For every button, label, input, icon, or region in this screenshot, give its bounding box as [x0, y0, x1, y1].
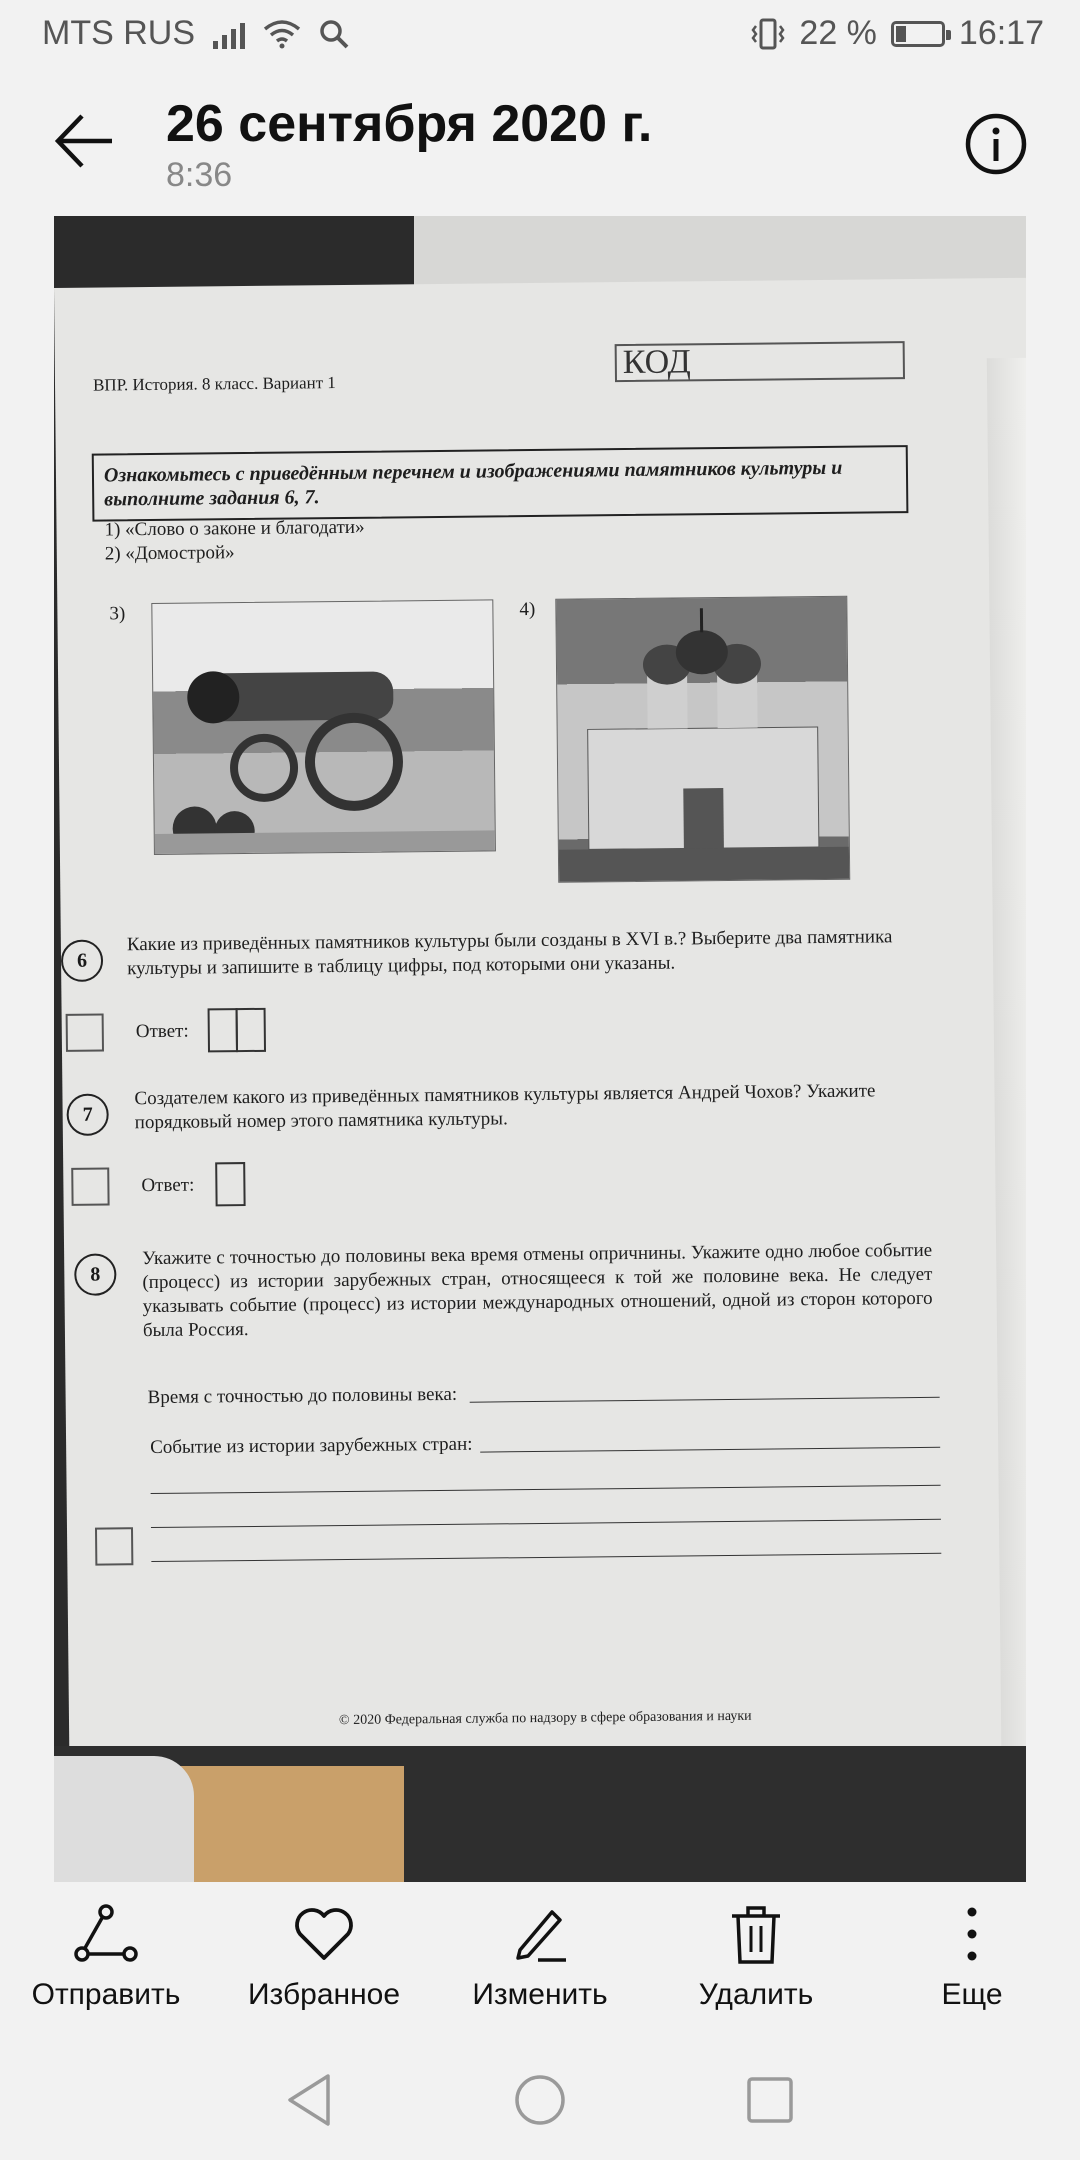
- home-circle-icon[interactable]: [512, 2072, 568, 2128]
- favorite-label: Избранное: [247, 1978, 401, 2011]
- paper-footer: © 2020 Федеральная служба по надзору в сфере образования и науки: [338, 1708, 752, 1729]
- back-triangle-icon[interactable]: [282, 2072, 336, 2128]
- share-button[interactable]: [6, 1904, 206, 2012]
- battery-percent: 22 %: [799, 14, 877, 52]
- score-box-7: [71, 1167, 109, 1205]
- answer-cell: [215, 1162, 245, 1206]
- edit-pen-icon: [508, 1904, 572, 1964]
- trash-icon: [724, 1904, 788, 1964]
- question-7-text: Создателем какого из приведённых памятников культуры является Андрей Чохов? Укажите порядковый номер этого памятника культуры.: [134, 1080, 876, 1134]
- recents-square-icon[interactable]: [744, 2072, 796, 2128]
- answer-6-label: Ответ:: [135, 1020, 189, 1043]
- search-icon: [319, 19, 349, 49]
- more-label: Еще: [941, 1978, 1003, 2011]
- more-button[interactable]: [872, 1904, 1072, 2012]
- edit-button[interactable]: [440, 1904, 640, 2012]
- page-subtitle-time: 8:36: [166, 156, 233, 194]
- paper-header: ВПР. История. 8 класс. Вариант 1: [92, 373, 336, 395]
- score-box-8: [95, 1527, 133, 1565]
- question-7-number: 7: [66, 1093, 108, 1135]
- list-item: 1) «Слово о законе и благодати»: [104, 516, 365, 541]
- action-bar: [0, 1884, 1080, 2034]
- question-6-text: Какие из приведённых памятников культуры были созданы в XVI в.? Выберите два памятника культуры и запишите в таблицу цифры, под которыми они указаны.: [126, 926, 893, 980]
- time-label: Время с точностью до половины века:: [147, 1383, 458, 1409]
- delete-label: Удалить: [698, 1978, 814, 2011]
- answer-7-label: Ответ:: [141, 1174, 195, 1197]
- assumption-cathedral-image: [555, 596, 850, 883]
- info-icon[interactable]: [964, 112, 1028, 176]
- list-item: 2) «Домострой»: [104, 542, 235, 565]
- share-icon: [74, 1904, 138, 1964]
- answer-cell: [236, 1008, 266, 1052]
- score-box-6: [66, 1014, 104, 1052]
- picture-4-label: 4): [519, 598, 536, 621]
- answer-line: [151, 1485, 941, 1494]
- edit-label: Изменить: [472, 1978, 608, 2011]
- more-vertical-icon: [940, 1904, 1004, 1964]
- vibrate-icon: [751, 18, 785, 50]
- heart-icon: [292, 1904, 356, 1964]
- app-header: [0, 80, 1080, 210]
- question-6-number: 6: [61, 940, 103, 982]
- question-8-number: 8: [74, 1253, 116, 1295]
- battery-icon: [891, 21, 945, 47]
- event-label: Событие из истории зарубежных стран:: [150, 1433, 473, 1459]
- paper-edge: [987, 358, 1026, 1808]
- page-title: 26 сентября 2020 г.: [166, 95, 653, 153]
- code-box: КОД: [615, 341, 905, 382]
- status-bar: [0, 0, 1080, 72]
- delete-button[interactable]: [656, 1904, 856, 2012]
- answer-line: [480, 1447, 940, 1453]
- white-object: [54, 1756, 194, 1882]
- photo-viewer[interactable]: [54, 216, 1026, 1882]
- carrier-name: MTS RUS: [42, 14, 195, 52]
- answer-line: [151, 1553, 941, 1562]
- system-nav-bar: [0, 2046, 1080, 2160]
- question-8-text: Укажите с точностью до половины века время отмены опричнины. Укажите одно любое событие (процесс) из истории зарубежных стран, относящееся к той же половине века. Не следует указывать событие (процесс) из истории международных отношений, одной из сторон которого была Россия.: [142, 1239, 933, 1342]
- clock: 16:17: [958, 14, 1044, 52]
- tsar-cannon-image: [151, 599, 496, 855]
- signal-icon: [213, 19, 245, 49]
- favorite-button[interactable]: [224, 1904, 424, 2012]
- picture-3-label: 3): [109, 603, 126, 625]
- answer-cell: [208, 1008, 238, 1052]
- arrow-left-icon[interactable]: [52, 108, 118, 174]
- wifi-icon: [263, 19, 301, 49]
- share-label: Отправить: [31, 1978, 181, 2011]
- instruction-box: Ознакомьтесь с приведённым перечнем и изображениями памятников культуры и выполните задания 6, 7.: [92, 445, 909, 522]
- answer-line: [151, 1519, 941, 1528]
- test-paper: [54, 278, 1026, 1788]
- answer-line: [470, 1397, 940, 1403]
